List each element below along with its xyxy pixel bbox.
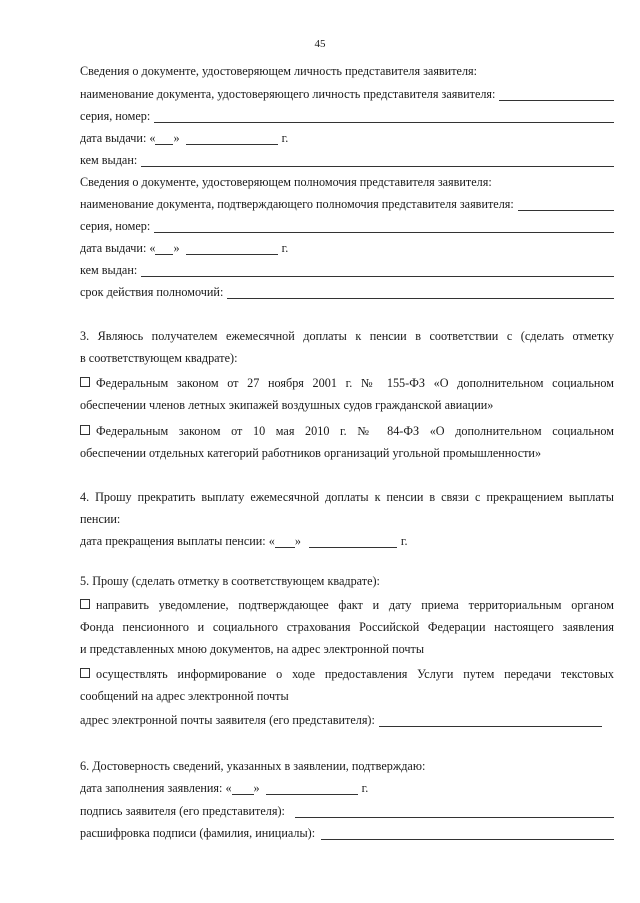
section6-decoding-label: расшифровка подписи (фамилия, инициалы):	[80, 826, 316, 840]
section4-intro-line2: пенсии:	[80, 512, 121, 526]
rep-identity-month-field[interactable]	[186, 133, 278, 145]
rep-identity-doc-name-label: наименование документа, удостоверяющего личность представителя заявителя:	[80, 87, 496, 101]
page-number: 45	[314, 38, 326, 50]
section3-intro-line1: 3. Являюсь получателем ежемесячной доплаты к пенсии в соответствии с (сделать отметку	[80, 329, 614, 343]
section5-email-label: адрес электронной почты заявителя (его представителя):	[80, 713, 375, 727]
section6-month-field[interactable]	[266, 783, 358, 795]
rep-authority-issued-by-label: кем выдан:	[80, 263, 138, 277]
section3-option1-row: Федеральным законом от 27 ноября 2001 г. № 155-ФЗ «О дополнительном социальном	[80, 376, 614, 390]
rep-identity-doc-name-field[interactable]	[499, 89, 614, 101]
section3-intro-line2: в соответствующем квадрате):	[80, 351, 238, 365]
section3-option2-checkbox[interactable]	[80, 425, 90, 435]
section5-option1-line3: и представленных мною документов, на адрес электронной почты	[80, 642, 425, 656]
rep-identity-doc-name-row	[80, 87, 614, 101]
section4-month-field[interactable]	[309, 536, 397, 548]
rep-authority-date-row: дата выдачи: « » г.	[80, 241, 289, 255]
rep-identity-series-field[interactable]	[154, 111, 614, 123]
section5-heading: 5. Прошу (сделать отметку в соответствующем квадрате):	[80, 574, 380, 588]
rep-authority-month-field[interactable]	[186, 243, 278, 255]
rep-authority-validity-label: срок действия полномочий:	[80, 285, 224, 299]
rep-authority-heading: Сведения о документе, удостоверяющем полномочия представителя заявителя:	[80, 175, 492, 189]
section5-option1-row: направить уведомление, подтверждающее факт и дату приема территориальным органом	[80, 598, 614, 612]
rep-identity-series-label: серия, номер:	[80, 109, 151, 123]
section4-day-field[interactable]	[275, 536, 295, 548]
section6-signature-row	[80, 804, 614, 818]
rep-identity-date-row: дата выдачи: « » г.	[80, 131, 289, 145]
rep-identity-day-field[interactable]	[155, 133, 173, 145]
rep-authority-doc-name-row	[80, 197, 614, 211]
section5-option2-checkbox[interactable]	[80, 668, 90, 678]
rep-authority-series-row	[80, 219, 614, 233]
rep-authority-validity-row	[80, 285, 614, 299]
section5-email-row	[80, 713, 614, 727]
rep-identity-issued-by-field[interactable]	[141, 155, 614, 167]
section6-signature-field[interactable]	[295, 806, 614, 818]
rep-identity-series-row	[80, 109, 614, 123]
section6-signature-label: подпись заявителя (его представителя):	[80, 804, 285, 818]
section6-day-field[interactable]	[232, 783, 254, 795]
section3-option1-line2: обеспечении членов летных экипажей воздушных судов гражданской авиации»	[80, 398, 494, 412]
section6-heading: 6. Достоверность сведений, указанных в заявлении, подтверждаю:	[80, 759, 426, 773]
rep-authority-validity-field[interactable]	[227, 287, 614, 299]
rep-authority-series-label: серия, номер:	[80, 219, 151, 233]
section4-date-row: дата прекращения выплаты пенсии: « » г.	[80, 534, 408, 548]
section3-option2-row: Федеральным законом от 10 мая 2010 г. № 84-ФЗ «О дополнительном социальном	[80, 424, 614, 438]
rep-authority-issued-by-field[interactable]	[141, 265, 614, 277]
section6-date-row: дата заполнения заявления: « » г.	[80, 781, 369, 795]
section5-option2-line2: сообщений на адрес электронной почты	[80, 689, 289, 703]
section3-option1-checkbox[interactable]	[80, 377, 90, 387]
section5-option2-row: осуществлять информирование о ходе предоставления Услуги путем передачи текстовых	[80, 667, 614, 681]
section5-option1-line2: Фонда пенсионного и социального страхования Российской Федерации настоящего заявления	[80, 620, 614, 634]
section5-email-field[interactable]	[379, 715, 602, 727]
rep-authority-issued-by-row	[80, 263, 614, 277]
section6-decoding-field[interactable]	[321, 828, 614, 840]
section6-decoding-row	[80, 826, 614, 840]
rep-identity-heading: Сведения о документе, удостоверяющем личность представителя заявителя:	[80, 64, 478, 78]
rep-identity-issued-by-label: кем выдан:	[80, 153, 138, 167]
section5-option1-checkbox[interactable]	[80, 599, 90, 609]
rep-authority-doc-name-field[interactable]	[518, 199, 614, 211]
rep-authority-doc-name-label: наименование документа, подтверждающего полномочия представителя заявителя:	[80, 197, 514, 211]
rep-identity-issued-by-row	[80, 153, 614, 167]
rep-authority-day-field[interactable]	[155, 243, 173, 255]
section3-option2-line2: обеспечении отдельных категорий работников организаций угольной промышленности»	[80, 446, 542, 460]
rep-authority-series-field[interactable]	[154, 221, 614, 233]
section4-intro-line1: 4. Прошу прекратить выплату ежемесячной доплаты к пенсии в связи с прекращением выплаты	[80, 490, 614, 504]
